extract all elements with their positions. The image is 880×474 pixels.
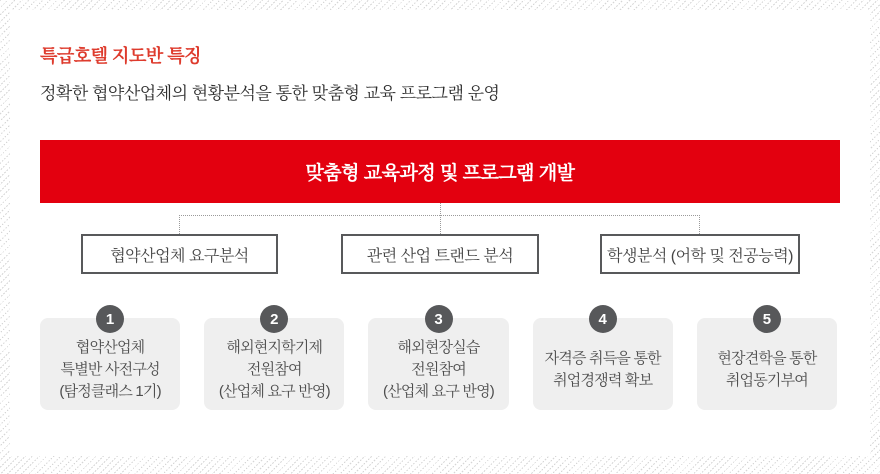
program-text-line: 취업동기부여	[725, 372, 808, 389]
program-card-2	[204, 310, 344, 410]
main-banner	[40, 140, 840, 203]
connector-drop-right	[699, 215, 700, 234]
program-card-5	[697, 310, 837, 410]
program-text-line: 취업경쟁력 확보	[553, 372, 653, 389]
analysis-box-student: 학생분석 (어학 및 전공능력)	[600, 234, 800, 274]
program-text-line: 자격증 취득을 통한	[544, 350, 661, 367]
analysis-box-industry-trend: 관련 산업 트랜드 분석	[341, 234, 539, 274]
program-card-1	[40, 310, 180, 410]
program-text-line: (탐정클래스 1기)	[59, 383, 161, 400]
program-text-line: 해외현장실습	[397, 339, 480, 356]
program-text-line: 특별반 사전구성	[60, 361, 160, 378]
step-number-badge: 2	[260, 305, 288, 333]
banner-title: 맞춤형 교육과정 및 프로그램 개발	[305, 163, 575, 184]
connector-drop-left	[179, 215, 180, 234]
connector-drop-center	[440, 215, 441, 234]
program-text-line: (산업체 요구 반영)	[383, 383, 494, 400]
step-number-badge: 5	[753, 305, 781, 333]
program-text-line: 해외현지학기제	[226, 339, 323, 356]
program-text-line: 전원참여	[411, 361, 466, 378]
program-card-3	[368, 310, 508, 410]
program-card-row	[40, 310, 837, 410]
section-subtitle: 정확한 협약산업체의 현황분석을 통한 맞춤형 교육 프로그램 운영	[40, 84, 500, 103]
program-text-line: (산업체 요구 반영)	[218, 383, 330, 400]
step-number-badge: 3	[425, 305, 453, 333]
program-text-line: 전원참여	[246, 361, 302, 378]
section-heading: 특급호텔 지도반 특징	[40, 46, 201, 66]
program-text-line: 현장견학을 통한	[717, 350, 817, 367]
program-card-4	[533, 310, 673, 410]
analysis-box-industry-needs: 협약산업체 요구분석	[81, 234, 278, 274]
program-text-line: 협약산업체	[75, 339, 145, 356]
slide-canvas	[10, 10, 870, 456]
step-number-badge: 1	[96, 305, 124, 333]
step-number-badge: 4	[589, 305, 617, 333]
